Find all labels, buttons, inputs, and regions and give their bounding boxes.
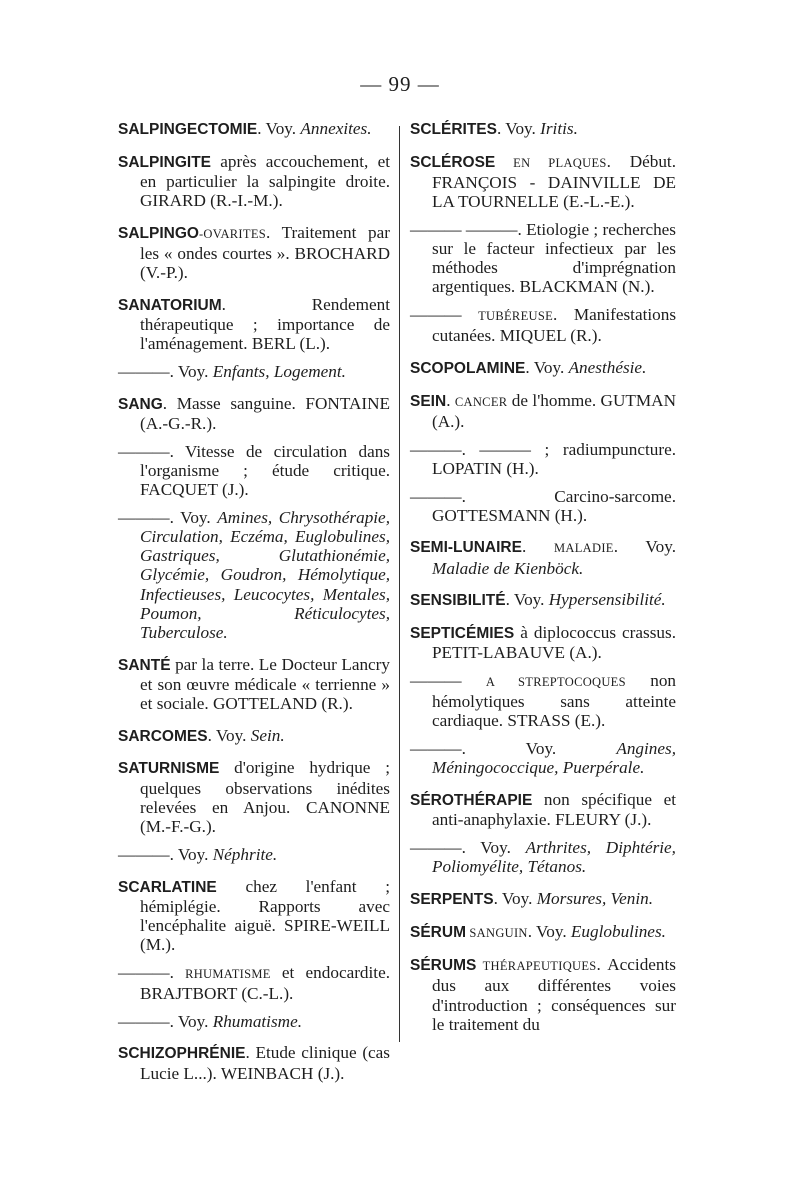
index-entry (118, 726, 390, 746)
index-entry (410, 590, 676, 610)
entry-text: chez l'enfant ; hémiplégie. Rapports avec l'encéphalite aiguë. SPIRE-WEILL (M.). (140, 876, 390, 955)
entry-text: . Voy. (527, 921, 571, 941)
entry-text: . Manifestations cutanées. MIQUEL (R.). (432, 305, 677, 346)
entry-text: . Voy. (257, 119, 301, 138)
entry-text: par la terre. Le Docteur Lancry et son œuvre médicale « terrienne » et sociale. GOTTELAND (R.). (140, 654, 390, 714)
index-entry (410, 537, 676, 577)
entry-headword: SEMI-LUNAIRE (410, 539, 522, 557)
index-subentry (410, 305, 676, 345)
index-subentry (410, 440, 676, 478)
cross-reference: Maladie de Kienböck. (432, 558, 584, 578)
entry-headword: SATURNISME (118, 760, 220, 778)
cross-reference: Hypersensibilité. (548, 590, 666, 610)
index-subentry (118, 508, 390, 642)
index-entry (118, 119, 390, 139)
page-number: — 99 — (360, 72, 440, 96)
entry-subheading: THÉRAPEUTIQUES (476, 959, 597, 974)
index-subentry (410, 671, 676, 731)
index-entry (118, 394, 390, 433)
entry-headword: SARCOMES (118, 727, 208, 745)
entry-headword: SALPINGECTOMIE (118, 121, 258, 138)
index-entry (118, 877, 390, 955)
index-entry (410, 391, 676, 431)
entry-headword: SÉROTHÉRAPIE (410, 791, 533, 809)
entry-text: à diplococcus crassus. PETIT-LABAUVE (A.). (432, 623, 676, 663)
index-entry (410, 152, 676, 212)
entry-headword: SANATORIUM (118, 296, 222, 314)
entry-text: ———. Voy. (118, 507, 218, 527)
entry-subheading: RHUMATISME (185, 966, 271, 981)
index-entry (118, 152, 390, 211)
entry-text: ———. Voy. (118, 1011, 213, 1031)
entry-subheading: A STREPTOCOQUES (485, 674, 626, 689)
entry-subheading: TUBÉREUSE (478, 309, 554, 324)
index-subentry (410, 838, 676, 876)
index-entry (118, 295, 390, 354)
entry-headword: SCARLATINE (118, 878, 217, 896)
cross-reference: Euglobulines. (570, 921, 666, 941)
cross-reference: Anesthésie. (568, 358, 647, 378)
index-subentry (118, 442, 390, 500)
entry-headword: SCOPOLAMINE (410, 360, 526, 378)
entry-text: . Etude clinique (cas Lucie L...). WEINBACH (J.). (140, 1043, 390, 1083)
entry-text: . (446, 390, 455, 410)
entry-headword: SEIN (410, 392, 447, 410)
entry-text: et endocardite. BRAJTBORT (C.-L.). (140, 962, 390, 1004)
entry-text: ——— (410, 670, 486, 690)
cross-reference: Rhumatisme. (212, 1011, 302, 1031)
entry-headword: SANTÉ (118, 656, 171, 674)
entry-text: ———. (118, 962, 186, 982)
entry-subheading: SANGUIN (465, 925, 528, 940)
cross-reference: Iritis. (540, 119, 578, 138)
index-subentry (410, 739, 676, 777)
entry-subheading: MALADIE (553, 541, 614, 556)
entry-text: non spécifique et anti-anaphylaxie. FLEURY (J.). (432, 789, 676, 830)
index-entry (118, 223, 390, 283)
left-column (118, 119, 390, 1095)
index-entry (118, 758, 390, 836)
index-subentry (118, 845, 390, 864)
entry-headword: SALPINGO (118, 224, 199, 242)
entry-text: ———. Voy. (410, 837, 526, 857)
entry-text: . Voy. (613, 537, 676, 557)
index-entry (118, 655, 390, 714)
entry-text: ———. Voy. (410, 739, 617, 759)
index-subentry (118, 1012, 390, 1031)
entry-headword: SEPTICÉMIES (410, 625, 515, 643)
entry-text: . Voy. (496, 119, 541, 138)
entry-subheading: CANCER (454, 394, 508, 409)
entry-text: . Voy. (207, 725, 251, 745)
entry-headword: SÉRUM (410, 923, 466, 941)
entry-text: . Début. FRANÇOIS - DAINVILLE DE LA TOURNELLE (E.-L.-E.). (432, 151, 676, 212)
entry-text: . Voy. (525, 358, 569, 378)
index-entry (410, 790, 676, 829)
entry-headword: SCHIZOPHRÉNIE (118, 1045, 246, 1063)
entry-text: ———. ——— ; radiumpuncture. LOPATIN (H.). (410, 439, 676, 478)
cross-reference: Amines, Chrysothérapie, Circulation, Eczéma, Euglobulines, Gastriques, Glutathionémie, Glycémie, Goudron, Hémolytique, Infectieuses, Leucocytes, Mentales, Poumon, Réticulocytes, Tuberculose. (140, 507, 390, 642)
entry-text: . Accidents dus aux différentes voies d'introduction ; conséquences sur le traitement du (432, 955, 676, 1034)
index-subentry (118, 963, 390, 1003)
entry-text: ——— ———. Etiologie ; recherches sur le facteur infectieux par les méthodes d'imprégnation argentiques. BLACKMAN (N.). (410, 219, 676, 297)
entry-text: . Voy. (493, 888, 537, 908)
entry-text: . Traitement par les « ondes courtes ». BROCHARD (V.-P.). (140, 222, 390, 283)
entry-subheading: EN PLAQUES (495, 155, 607, 170)
index-subentry (410, 487, 676, 525)
entry-text: ———. Voy. (118, 844, 213, 864)
index-subentry (118, 362, 390, 381)
entry-text: . Rendement thérapeutique ; importance de l'aménagement. BERL (L.). (140, 294, 390, 354)
cross-reference: Néphrite. (212, 844, 278, 864)
cross-reference: Morsures, Venin. (536, 888, 654, 908)
entry-headword: SCLÉRITES (410, 121, 497, 138)
cross-reference: Angines, Méningococcique, Puerpérale. (432, 739, 676, 778)
index-entry (410, 922, 676, 943)
entry-text: non hémolytiques sans atteinte cardiaque. STRASS (E.). (432, 670, 676, 731)
index-entry (410, 623, 676, 662)
entry-text: d'origine hydrique ; quelques observations inédites relevées en Anjou. CANONNE (M.-F.-G.). (140, 758, 390, 837)
index-entry (118, 1043, 390, 1082)
entry-headword: SENSIBILITÉ (410, 592, 506, 610)
index-entry (410, 955, 676, 1034)
index-subentry (410, 220, 676, 297)
entry-text: ———. Carcino-sarcome. GOTTESMANN (H.). (410, 486, 676, 525)
cross-reference: Arthrites, Diphtérie, Poliomyélite, Tétanos. (432, 837, 676, 877)
cross-reference: Sein. (250, 725, 285, 745)
entry-text: . Voy. (505, 590, 549, 610)
entry-headword: SERPENTS (410, 890, 494, 908)
entry-headword: SALPINGITE (118, 153, 212, 171)
right-column (410, 119, 676, 1047)
entry-text: de l'homme. GUTMAN (A.). (432, 390, 676, 431)
entry-text: ———. Voy. (118, 362, 213, 382)
entry-headword: SCLÉROSE (410, 153, 496, 171)
cross-reference: Enfants, Logement. (212, 362, 346, 382)
entry-text: ———. Vitesse de circulation dans l'organisme ; étude critique. FACQUET (J.). (118, 441, 390, 500)
column-divider (399, 126, 400, 1042)
entry-headword: SANG (118, 395, 163, 413)
index-entry (410, 119, 676, 139)
entry-text: . (521, 537, 554, 557)
entry-subheading: -OVARITES (198, 226, 267, 241)
entry-text: . Masse sanguine. FONTAINE (A.-G.-R.). (140, 393, 390, 433)
index-entry (410, 358, 676, 378)
entry-text: après accouchement, et en particulier la salpingite droite. GIRARD (R.-I.-M.). (140, 151, 390, 211)
index-entry (410, 889, 676, 909)
entry-text: ——— (410, 305, 479, 325)
entry-headword: SÉRUMS (410, 957, 477, 975)
cross-reference: Annexites. (300, 119, 372, 138)
